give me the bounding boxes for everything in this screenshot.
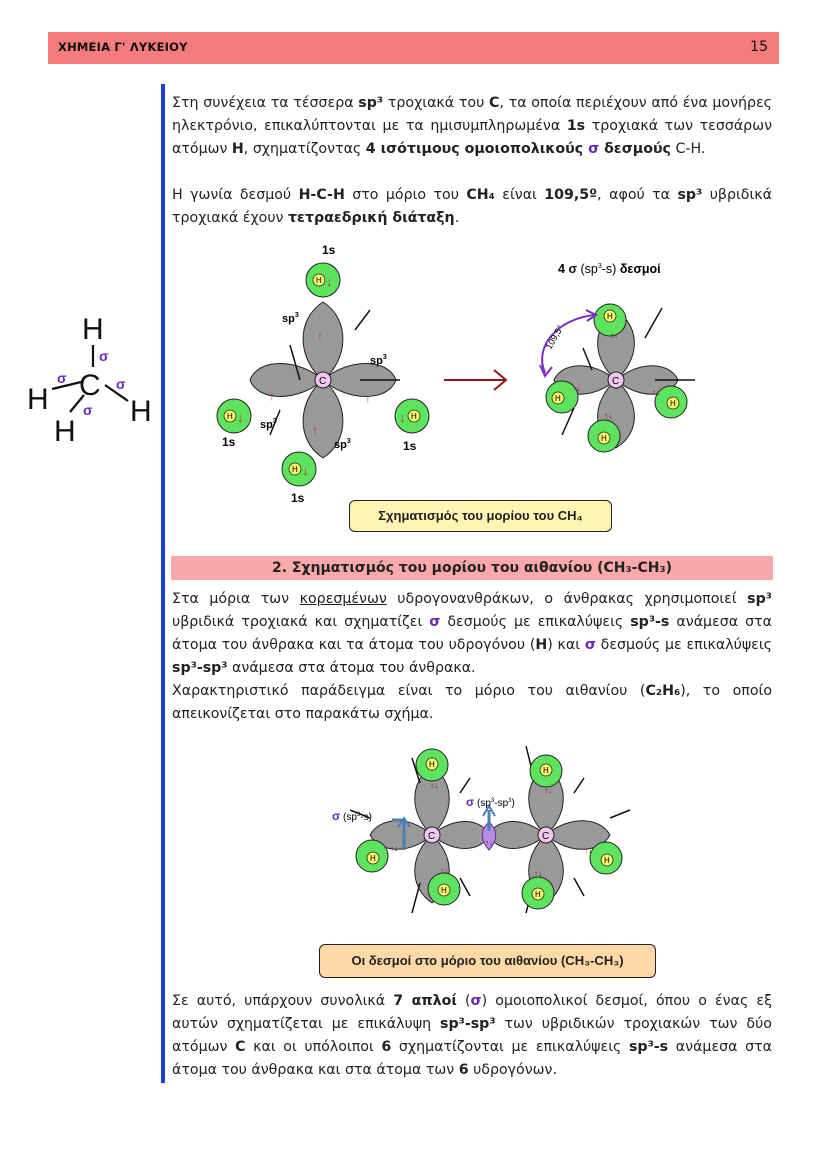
svg-text:↓: ↓ [302,463,309,478]
svg-text:H: H [543,766,549,775]
svg-text:H: H [441,886,447,895]
struct-h-left: H [27,383,49,416]
svg-text:1s: 1s [222,435,236,449]
methane-orbital-diagram [200,240,720,505]
svg-text:H: H [411,412,417,421]
unhybrid-overlap-left [217,243,429,505]
svg-text:H: H [601,434,607,443]
svg-text:C: C [319,376,327,387]
methane-formed-right [540,262,695,452]
svg-text:1s: 1s [322,243,336,257]
paragraph-sp3-overlap: Στη συνέχεια τα τέσσερα sp³ τροχιακά του C, τα οποία περιέχουν από ένα μονήρες ηλεκτρόνιο, επικαλύπτονται με τα ημισυμπληρωμένα 1s τροχιακά των τεσσάρων ατόμων H, σχηματίζοντας 4 ισότιμους ομοιοπολικούς σ δεσμούς C-H. [172,95,773,157]
page-number: 15 [750,39,768,55]
svg-text:H: H [292,465,298,474]
svg-text:↑↓: ↑↓ [534,869,542,878]
svg-text:H: H [607,312,613,321]
svg-text:↑: ↑ [365,391,371,405]
svg-text:↑: ↑ [269,389,275,403]
bond-angle-label: 109,5° [543,323,566,351]
svg-text:↑↓: ↑↓ [485,838,493,847]
page-header [48,32,779,64]
svg-text:H: H [555,394,561,403]
label-sp3-s: σ $(sp^3-s)$ [332,809,372,823]
struct-sigma-2: σ [57,370,67,386]
svg-text:sp3: $sp^3$ [370,354,387,367]
header-title: ΧΗΜΕΙΑ Γ' ΛΥΚΕΙΟΥ [58,40,188,54]
svg-text:↑↓: ↑↓ [390,844,398,853]
svg-text:↓: ↓ [237,410,244,425]
svg-text:↑↓: ↑↓ [572,384,580,393]
svg-text:H: H [429,760,435,769]
paragraph-sigma-count: Σε αυτό, υπάρχουν συνολικά 7 απλοί (σ) ομοιοπολικοί δεσμοί, όπου ο ένας εξ αυτών σχηματίζεται με επικάλυψη sp³-sp³ των υβριδικών τροχιακών των δύο ατόμων C και οι υπόλοιποι 6 σχηματίζονται με επικαλύψεις sp³-s ανάμεσα στα άτομα του άνθρακα και στα άτομα των 6 υδρογόνων. [172,993,772,1078]
svg-text:↑↓: ↑↓ [430,781,438,790]
struct-h-bottom: H [54,415,76,448]
paragraph-ethane-example: Χαρακτηριστικό παράδειγμα είναι το μόριο του αιθανίου (C₂H₆), το οποίο απεικονίζεται στο παρακάτω σχήμα. [172,683,772,722]
svg-text:↑: ↑ [317,329,323,343]
svg-text:H: H [370,854,376,863]
left-accent-bar [161,84,165,1083]
svg-text:↓: ↓ [399,410,406,425]
svg-text:↑↓: ↑↓ [544,786,552,795]
svg-text:↑↓: ↑↓ [610,331,618,340]
svg-text:sp3: $sp^3$ [282,312,299,325]
svg-text:↑↓: ↑↓ [584,846,592,855]
caption-ethane: Οι δεσμοί στο μόριο του αιθανίου (CH₃-CH₃) [319,944,656,978]
svg-text:H: H [316,276,322,285]
svg-text:1s: 1s [403,439,417,453]
svg-text:↓: ↓ [326,274,333,289]
svg-text:H: H [604,856,610,865]
svg-text:sp3: $sp^3$ [260,418,277,431]
reaction-arrow [444,370,506,390]
svg-text:C: C [612,376,620,387]
svg-text:H: H [227,412,233,421]
struct-sigma-3: σ [116,376,126,392]
caption-methane: Σχηματισμός του μορίου του CH₄ [349,500,612,532]
label-sp3-sp3: σ $(sp^3-sp^3)$ [466,795,515,809]
section-heading-ethane: 2. Σχηματισμός του μορίου του αιθανίου (CH₃-CH₃) [171,556,773,580]
svg-text:↑↓: ↑↓ [440,866,448,875]
svg-text:↑↓: ↑↓ [604,411,612,420]
ethane-orbital-diagram [320,738,640,938]
struct-sigma-1: σ [99,348,109,364]
paragraph-saturated: Στα μόρια των κορεσμένων υδρογονανθράκων, ο άνθρακας χρησιμοποιεί sp³ υβριδικά τροχιακά και σχηματίζει σ δεσμούς με επικαλύψεις sp³-s ανάμεσα στα άτομα του άνθρακα και τα άτομα του υδρογόνου (H) και σ δεσμούς με επικαλύψεις sp³-sp³ ανάμεσα στα άτομα του άνθρακα. [172,591,773,676]
svg-text:4 σ (sp3-s) δεσμοί: 4 σ $(sp^3-s)$ δεσμοί [558,262,661,276]
svg-text:↑↓: ↑↓ [652,388,660,397]
svg-text:H: H [670,399,676,408]
struct-h-right: H [130,395,152,428]
struct-h-top: H [82,313,104,346]
svg-text:H: H [535,890,541,899]
svg-text:↑: ↑ [312,423,318,437]
svg-text:1s: 1s [291,491,305,505]
struct-c: C [79,369,101,402]
struct-sigma-4: σ [83,402,93,418]
paragraph-bond-angle: Η γωνία δεσμού H-C-H στο μόριο του CH₄ είναι 109,5º, αφού τα sp³ υβριδικά τροχιακά έχουν τετραεδρική διάταξη. [172,187,772,226]
methane-structural-formula [22,305,157,450]
svg-text:C: C [428,831,436,842]
svg-text:C: C [542,831,550,842]
svg-text:sp3: $sp^3$ [334,438,351,451]
